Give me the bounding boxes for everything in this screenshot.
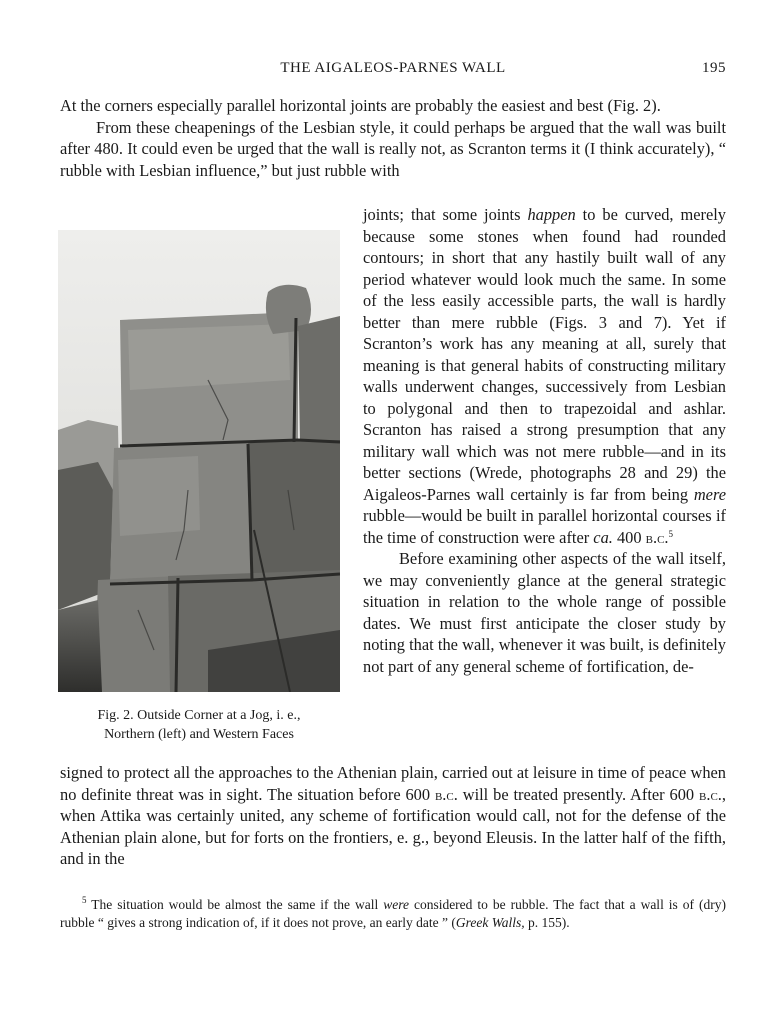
smallcaps-run: b.c. xyxy=(434,784,458,804)
caption-line-2: Northern (left) and Western Faces xyxy=(104,727,294,742)
wall-photograph xyxy=(58,230,340,692)
page-number: 195 xyxy=(702,60,726,76)
top-text-block xyxy=(60,95,726,181)
italic-run: were xyxy=(383,897,409,912)
text-run: considered to be rubble. The fact that a wall is of (dry) rubble “ gives a strong indication of, if it does not prove, an early date ” ( xyxy=(60,897,726,930)
footnote-ref: 5 xyxy=(668,528,674,539)
footnote-number: 5 xyxy=(82,895,87,905)
italic-run: ca. xyxy=(593,527,613,547)
text-run: 400 xyxy=(612,527,646,547)
paragraph-2-continued xyxy=(363,204,726,548)
footnote-5 xyxy=(60,896,726,932)
running-header xyxy=(60,60,726,82)
paragraph-2-top: From these cheapenings of the Lesbian style, it could perhaps be argued that the wall was built after 480. It could even be urged that the wall is really not, as Scranton terms it (I think accurately), “ rubble with Lesbian influence,” but just rubble with xyxy=(60,117,726,180)
text-run: The situation would be almost the same if the wall xyxy=(86,897,384,912)
figure-caption xyxy=(58,706,340,744)
smallcaps-run: b.c. xyxy=(699,784,722,804)
smallcaps-run: b.c. xyxy=(645,527,669,547)
text-run: signed to protect all the approaches to the Athenian plain, carried out at leisure in time of peace when no definite threat was in sight. The situation before 600 xyxy=(60,763,726,804)
text-run: p. 155). xyxy=(524,915,570,930)
italic-run: happen xyxy=(527,205,576,224)
running-title: THE AIGALEOS-PARNES WALL xyxy=(280,60,506,76)
right-column-text xyxy=(363,204,726,677)
paragraph-1: At the corners especially parallel horizontal joints are probably the easiest and best (Fig. 2). xyxy=(60,96,661,115)
text-run: joints; that some joints xyxy=(363,205,528,224)
paragraph-3-right: Before examining other aspects of the wall itself, we may conveniently glance at the general strategic situation in relation to the whole range of possible dates. We must first anticipate the closer study by noting that the wall, whenever it was built, is definitely not part of any general scheme of fortification, de- xyxy=(363,549,726,676)
italic-run: mere xyxy=(693,484,726,504)
caption-line-1: Fig. 2. Outside Corner at a Jog, i. e., xyxy=(97,708,301,723)
text-run: , when Attika was certainly united, any scheme of fortification would call, not for the defense of the Athenian plain alone, but for forts on the frontiers, e. g., beyond Eleusis. In the latter half of the fifth, and in the xyxy=(60,784,726,868)
text-run: rubble—would be built in parallel horizontal courses if the time of construction were after xyxy=(363,506,726,547)
bottom-text-block xyxy=(60,762,726,870)
italic-run: Greek Walls, xyxy=(455,915,525,930)
paragraph-3-bottom xyxy=(60,762,726,870)
text-run: will be treated presently. After 600 xyxy=(457,784,700,804)
text-run: to be curved, merely because some stones when found had rounded contours; in short that any hastily built wall of any period whatever would look much the same. In some of the less easily accessible parts, the wall is hardly better than mere rubble (Figs. 3 and 7). Yet if Scranton’s work has any meaning at all, surely that meaning is that general habits of constructing military walls underwent changes, successively from Lesbian to polygonal and then to trapezoidal and ashlar. Scranton has raised a strong presumption that any military wall which was not mere rubble—and in its better sections (Wrede, photographs 28 and 29) the Aigaleos-Parnes wall certainly is far from being xyxy=(363,205,726,504)
footnote xyxy=(60,896,726,932)
figure-2 xyxy=(58,230,340,744)
